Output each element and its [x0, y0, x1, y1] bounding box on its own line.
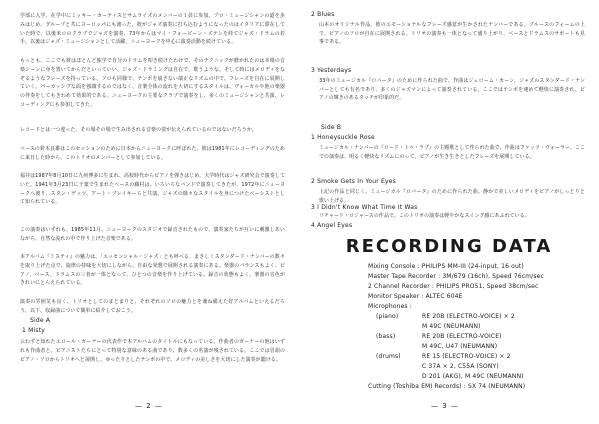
side-a-label: Side A: [30, 317, 51, 324]
mic-model: D 201 (AKG), M 49C (NEUMANN): [422, 373, 524, 380]
track-description: ミュージカル・ナンバーの『ロード・トゥ・ラブ』の主題歌として作られた曲で、作曲はファッツ・ウォーラー。ここでの演奏は、明るく軽快なリズムにのって、ピアノが生き生きとしたフレーズを展開している。: [319, 145, 585, 160]
cutting-line: Cutting (Toshiba EMI Records) : SX 74 (NEUMANN): [368, 383, 526, 390]
track-title: 2 Smoke Gets In Your Eyes: [311, 178, 396, 185]
paragraph: もっとも、ここでも彼はほとんど独学で自分のドラムを叩き続けたわけで、そのテクニックが磨かれたのは本場の音楽シーンに身を置いてからだといっていい。ジャズ・ドラミングは自在で、歌うような、そして時にはメロディをなぞるようなフレーズを持っている。ソロも同様で、テンポを崩さない端正なリズムの中で、フレーズを自在に展開していく。パーカッシヴな面を強調するのではなく、音楽全体の流れを大切にするスタイルは、ヴォーカルや他の楽器の伴奏をしてもきわめて効果的である。ニューヨークの主要なクラブで演奏をし、多くのミュージシャンと共演、レコーディングにも参加してきた。: [20, 58, 285, 108]
track-title: 1 Misty: [22, 327, 45, 334]
mic-category: [376, 322, 422, 332]
paragraph: 演奏の雰囲気も良く、トリオとしてのまとまりと、それぞれのソロの魅力とを兼ね備えた好アルバムといえるだろう。以下、収録曲について簡単に紹介しておこう。: [20, 299, 285, 314]
recording-line: Mixing Console : PHILIPS MM-III (24-input, 16 out): [368, 263, 524, 270]
paragraph: 福井は1987年8月10日に九州博多に生まれ、高校時代からピアノを弾きはじめ、大学時代はジャズ研究会で演奏していた。1941年3月23日に千葉で生まれたベースの藤村は、いろいろなバンドで演奏してきたが、1972年にニューヨークへ渡り、スタン・ゲッツ、アート・ブレイキーらと共演。ジャズの様々なスタイルを身につけたベーシストとして知られている。: [20, 173, 285, 206]
track-description: 云わずと知れたエロール・ガーナーの代表作で本アルバムのタイトルにもなっている。作曲者のガーナーの他はいずれも作曲者と、ピアニストたちにとって特別な意味のある曲であり、数多くの名演が残されている。ここでは冒頭のピアノ・ソロからトリオへと展開し、ゆったりとしたテンポの中で、メロディの美しさを大切にした演奏が聴ける。: [20, 339, 285, 363]
mic-row: [376, 312, 589, 322]
page-number: — 2 —: [135, 402, 163, 410]
mic-row: [376, 352, 589, 362]
recording-line: Microphones :: [368, 303, 412, 310]
track-title: 2 Blues: [311, 11, 335, 18]
mic-row: [376, 372, 589, 382]
track-title: 4 Angel Eyes: [311, 222, 353, 229]
mic-category: [376, 362, 422, 372]
recording-line: Master Tape Recorder : 3M/679 (16ch), Speed 76cm/sec: [368, 273, 544, 280]
side-b-label: Side B: [321, 124, 342, 131]
track-description: 山本のオリジナル作品。彼のエモーショナルなフレーズ感覚が生かされたナンバーである。ブルースのフォームの上で、ピアノのソロが自在に展開される。トリオの演奏も一体となって盛り上がり、ベースとドラムスのサポートも見事である。: [319, 22, 585, 46]
paragraph: この演奏はいずれも、1985年11月、ニューヨークのスタジオで録音されたもので、演奏家たちが互いに刺激しあいながら、自然な流れの中で作り上げた音楽である。: [20, 227, 285, 242]
paragraph: 本アルバム『ミスティ』の魅力は、「エッセンシャル・ジャズ」とも呼べる、まさしくスタンダード・ナンバーの数々を取り上げた点で、旋律の持味を大切にしながら、自由な発想で展開される演奏にある。楽器のバランスもよく、ピアノ、ベース、ドラムスの三者が一体となって、ひとつの音楽を作り上げている。録音の状態もよく、楽器の音色がきれいにとらえられている。: [20, 254, 285, 287]
paragraph: レコードとは一つ違った、その場その場で生み出される音楽の姿が伝えられているのではないだろうか。: [20, 127, 257, 133]
mic-row: [376, 322, 589, 332]
mic-category: (bass): [376, 333, 396, 340]
microphone-list: [368, 312, 589, 382]
recording-data-heading: RECORDING DATA: [345, 236, 553, 257]
paragraph: 学部に入学、在学中にミッキー・カーティスとサムライズのメンバーの１員に参加。プロ・ミュージシャンの道を歩みはじめ、グループと共にヨーロッパにも渡った。彼がジャズ演奏に打ち込むようになったのはイタリアに滞在していた時で、以後米ロのクラブでジャズを演奏、73年からはマイ・フォービーン・ズテンを経てジャズ・ドラムの若手。以後はジャズ・ミュージシャンとして活躍、ニューヨークを中心に演奏活動を続けている。: [20, 13, 285, 46]
mic-category: [376, 342, 422, 352]
mic-model: RE 15 (ELECTRO-VOICE) × 2: [422, 353, 511, 360]
page-number: — 3 —: [431, 402, 459, 410]
mic-row: [376, 332, 589, 342]
left-page: [0, 0, 299, 424]
mic-model: RE 20B (ELECTRO-VOICE) × 2: [422, 313, 515, 320]
mic-model: M 49C, U47 (NEUMANN): [422, 343, 498, 350]
mic-category: (drums): [376, 353, 401, 360]
mic-category: [376, 372, 422, 382]
recording-data-list: [368, 262, 589, 392]
track-description: 33年のミュージカル『ロバータ』のために作られた曲で、作曲はジェローム・カーン。ジャズのスタンダード・ナンバーとしても有名であり、多くのジャズマンによって演奏されている。ここではテンポを速めて軽快に演奏され、ピアノの輝きのあるタッチが印象的だ。: [319, 78, 585, 102]
track-title: 1 Honeysuckle Rose: [311, 134, 375, 141]
recording-line: Monitor Speaker : ALTEC 604E: [368, 293, 463, 300]
mic-category: (piano): [376, 313, 399, 320]
track-title: 3 Yesterdays: [311, 67, 352, 74]
mic-model: C 37A × 2, C55A (SONY): [422, 363, 499, 370]
right-page: [299, 0, 599, 424]
mic-row: [376, 342, 589, 352]
track-title: 3 I Didn't Know What Time It Was: [311, 204, 418, 211]
recording-line: 2 Channel Recorder : PHILIPS PRO51, Speed 38cm/sec: [368, 283, 539, 290]
track-description: 上記の作品と同じく、ミュージカル『ロバータ』のために作られた曲。静かで美しいメロディをピアノがしっとりと歌い上げる。: [319, 189, 585, 204]
mic-row: [376, 362, 589, 372]
mic-model: M 49C (NEUMANN): [422, 323, 481, 330]
mic-model: RE 20B (ELECTRO-VOICE): [422, 333, 502, 340]
track-description: リチャード・ロジャースの作品で、このトリオの演奏は軽やかなスイング感にあふれている。: [319, 213, 530, 219]
paragraph: ベースの鈴木良雄はこのセッションのために日本からニューヨークに呼ばれた。彼は1981年にレコーディングのために来日した時から、このトリオのメンバーとして参加している。: [20, 146, 285, 161]
